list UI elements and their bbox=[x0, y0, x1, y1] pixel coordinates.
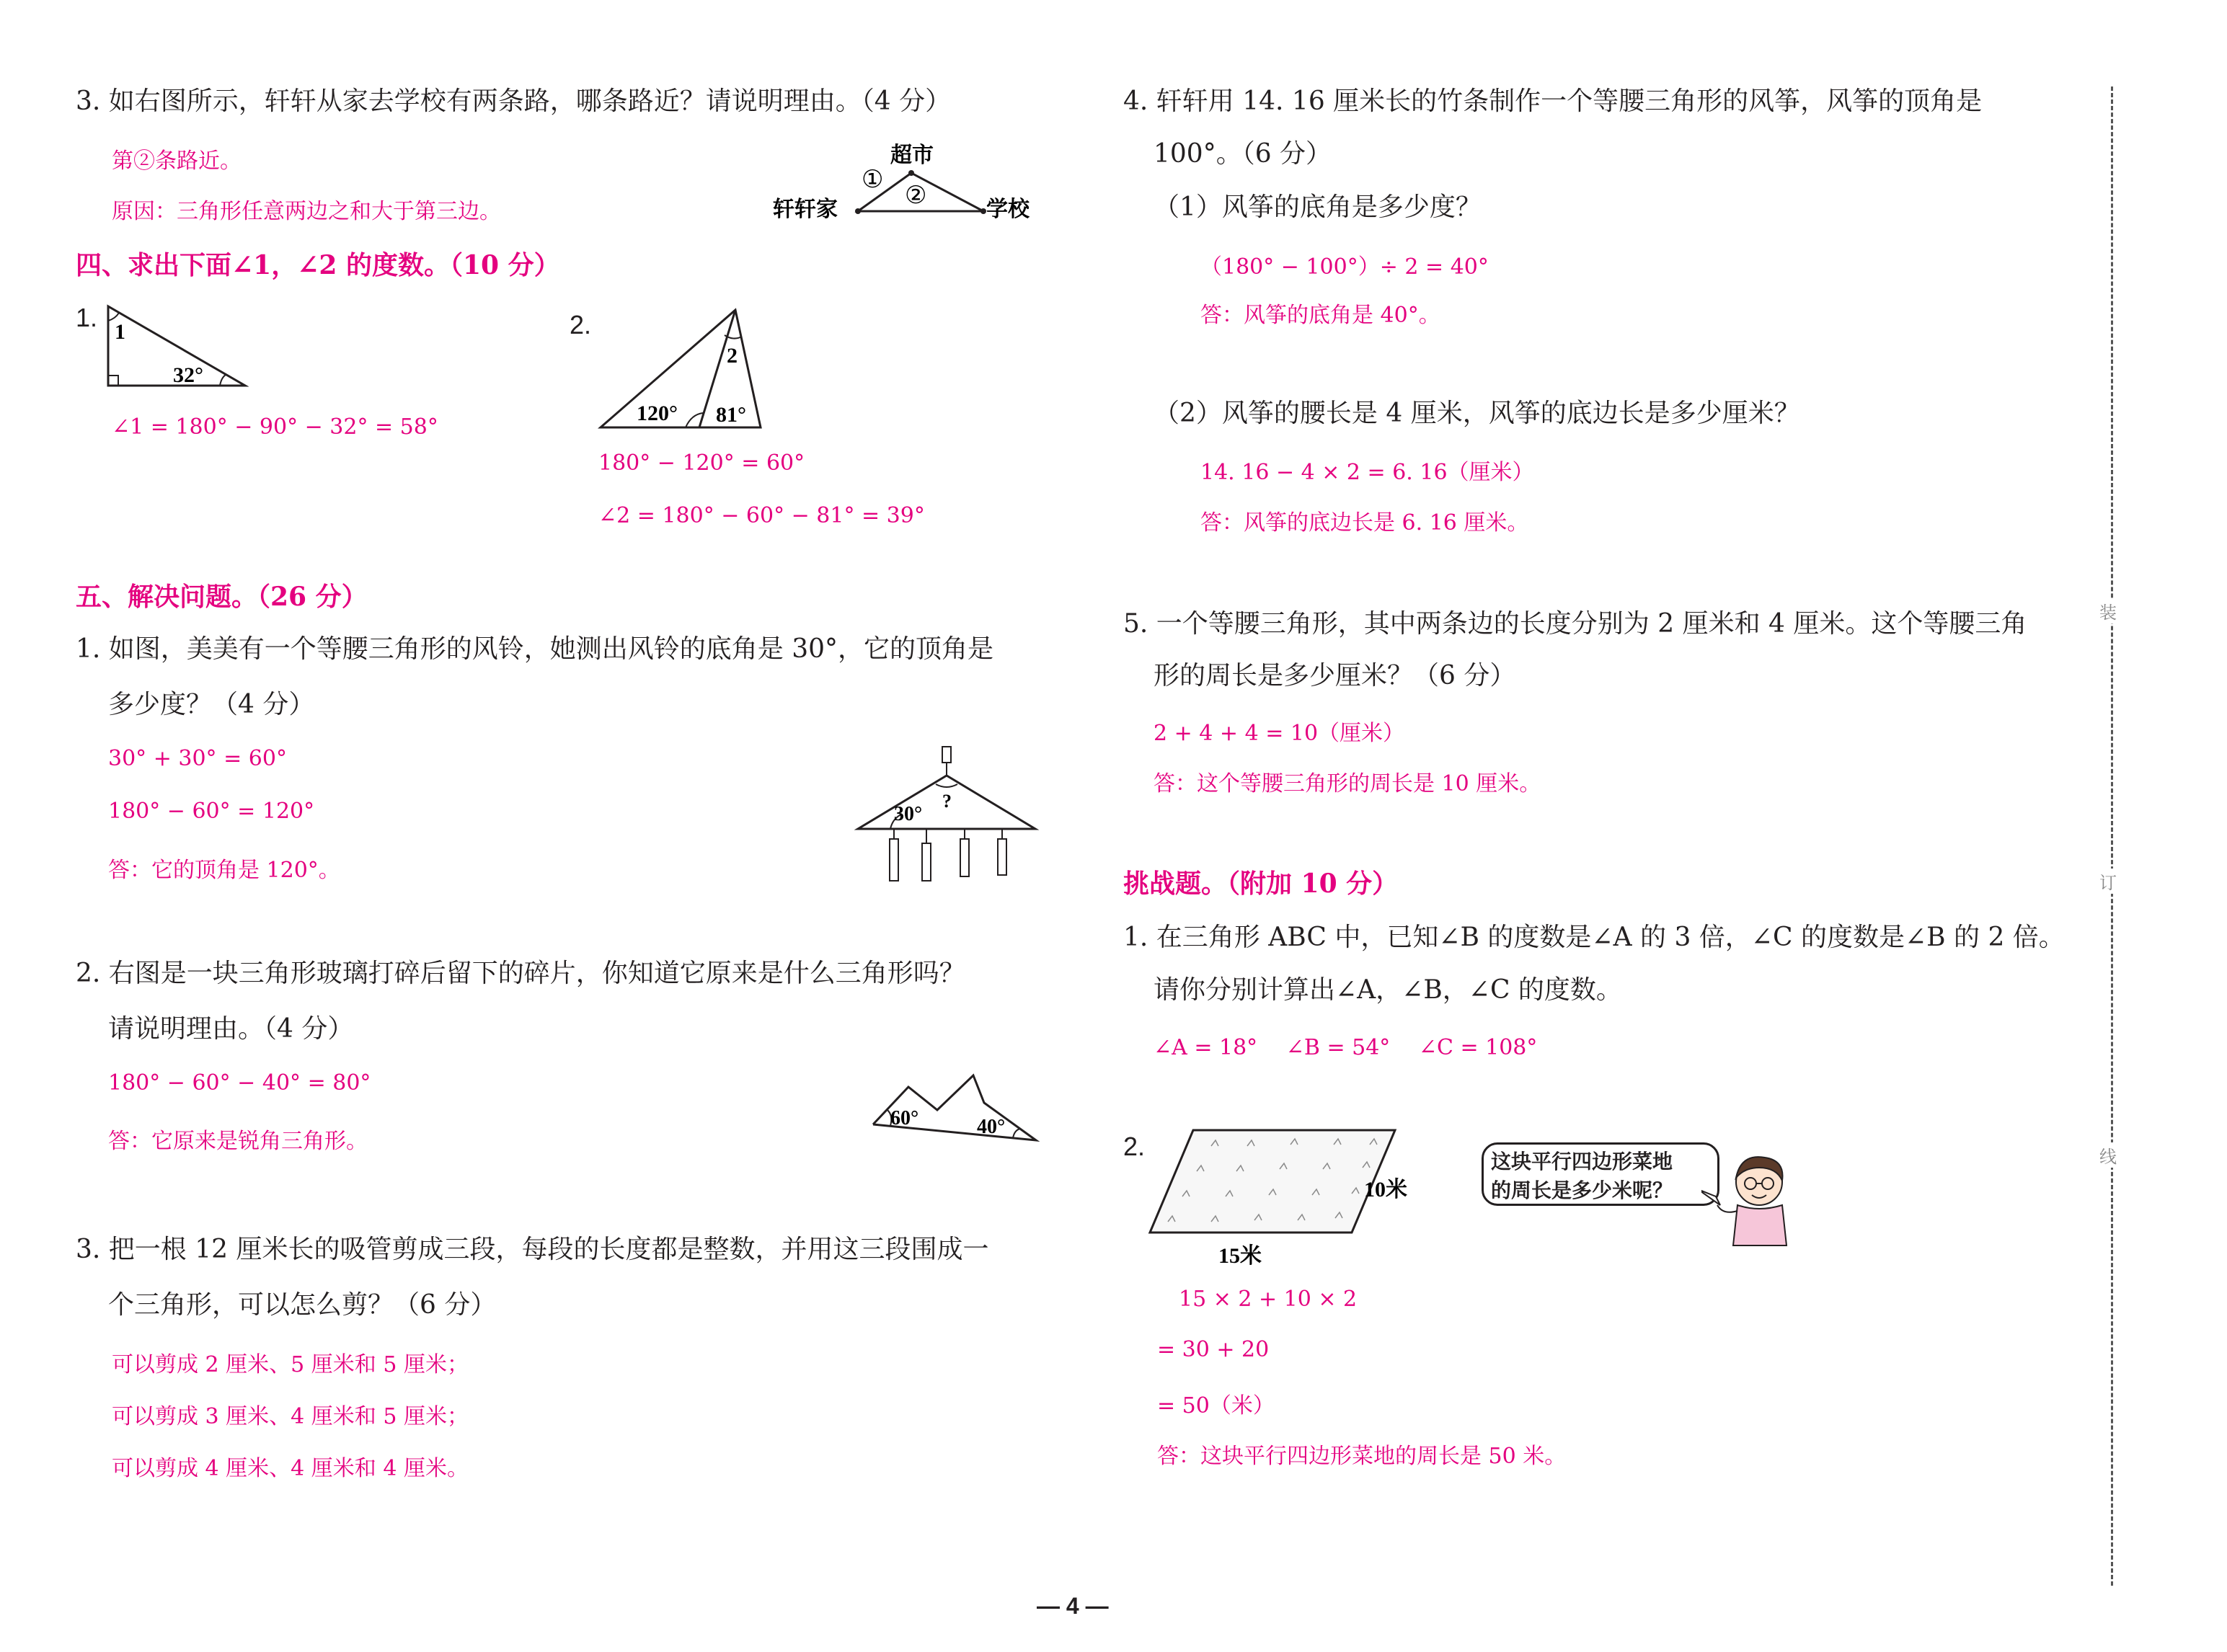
problem-2-number: 2. bbox=[570, 310, 592, 339]
route-diagram bbox=[764, 137, 1045, 231]
q5-2-line2: 请说明理由。（4 分） bbox=[108, 1014, 354, 1044]
angle-32-label: 32° bbox=[173, 363, 203, 387]
q5-1-line2: 多少度？（4 分） bbox=[108, 690, 315, 719]
angle-1-label: 1 bbox=[115, 320, 125, 344]
glass-fragment-figure bbox=[869, 1060, 1042, 1150]
q5-1-answer-1: 30° + 30° = 60° bbox=[108, 746, 287, 771]
problem-2-answer-1: 180° − 120° = 60° bbox=[598, 450, 805, 476]
q5-3-answer-1: 可以剪成 2 厘米、5 厘米和 5 厘米； bbox=[112, 1352, 469, 1377]
route-2-marker: ② bbox=[905, 182, 927, 209]
q4-sub2: （2）风筝的腰长是 4 厘米，风筝的底边长是多少厘米？ bbox=[1154, 399, 1800, 428]
base-angle-label: 30° bbox=[894, 803, 923, 825]
q5-2-line1: 2. 右图是一块三角形玻璃打碎后留下的碎片，你知道它原来是什么三角形吗？ bbox=[76, 959, 965, 988]
speech-bubble bbox=[1482, 1142, 1719, 1206]
binding-dashed-line bbox=[2111, 86, 2113, 1586]
route-1-marker: ① bbox=[862, 166, 884, 193]
challenge-q2-answer-1: 15 × 2 + 10 × 2 bbox=[1179, 1287, 1358, 1312]
q5-line2: 形的周长是多少厘米？（6 分） bbox=[1154, 661, 1516, 690]
right-triangle-figure bbox=[105, 303, 249, 389]
q4-sub1-answer-2: 答：风筝的底角是 40°。 bbox=[1200, 303, 1440, 328]
question-3-prompt: 3. 如右图所示，轩轩从家去学校有两条路，哪条路近？请说明理由。（4 分） bbox=[76, 86, 952, 116]
challenge-q1-answer: ∠A = 18° ∠B = 54° ∠C = 108° bbox=[1154, 1035, 1538, 1060]
fragment-angle-60: 60° bbox=[890, 1107, 919, 1129]
q5-answer-2: 答：这个等腰三角形的周长是 10 厘米。 bbox=[1154, 771, 1541, 796]
challenge-q2-answer-3: = 50（米） bbox=[1157, 1393, 1275, 1418]
q4-sub2-answer-1: 14. 16 − 4 × 2 = 6. 16（厘米） bbox=[1200, 460, 1534, 485]
bubble-line-1: 这块平行四边形菜地 bbox=[1491, 1150, 1673, 1173]
q5-1-answer-2: 180° − 60° = 120° bbox=[108, 799, 315, 824]
section-5-title: 五、解决问题。（26 分） bbox=[76, 582, 368, 612]
q5-3-answer-2: 可以剪成 3 厘米、4 厘米和 5 厘米； bbox=[112, 1404, 469, 1429]
wind-chime-figure bbox=[851, 742, 1045, 887]
angle-81-label: 81° bbox=[716, 403, 746, 427]
q5-line1: 5. 一个等腰三角形，其中两条边的长度分别为 2 厘米和 4 厘米。这个等腰三角 bbox=[1123, 609, 2027, 639]
parallelogram-field-figure bbox=[1146, 1124, 1449, 1276]
challenge-q2-number: 2. bbox=[1123, 1132, 1146, 1161]
q5-answer-1: 2 + 4 + 4 = 10（厘米） bbox=[1154, 721, 1405, 746]
challenge-title: 挑战题。（附加 10 分） bbox=[1123, 869, 1399, 899]
problem-2-answer-2: ∠2 = 180° − 60° − 81° = 39° bbox=[598, 503, 925, 528]
q5-1-answer-3: 答：它的顶角是 120°。 bbox=[108, 858, 340, 883]
side-10m-label: 10米 bbox=[1364, 1178, 1407, 1202]
q5-3-answer-3: 可以剪成 4 厘米、4 厘米和 4 厘米。 bbox=[112, 1456, 469, 1481]
q5-2-answer-1: 180° − 60° − 40° = 80° bbox=[108, 1070, 371, 1096]
boy-character-illustration bbox=[1701, 1146, 1802, 1247]
page-number: — 4 — bbox=[1037, 1593, 1109, 1619]
side-15m-label: 15米 bbox=[1218, 1244, 1262, 1268]
q5-1-line1: 1. 如图，美美有一个等腰三角形的风铃，她测出风铃的底角是 30°，它的顶角是 bbox=[76, 634, 994, 664]
challenge-q2-answer-4: 答：这块平行四边形菜地的周长是 50 米。 bbox=[1157, 1444, 1567, 1469]
angle-120-label: 120° bbox=[637, 401, 678, 425]
binding-char-2: 订 bbox=[2099, 869, 2117, 894]
q5-3-line1: 3. 把一根 12 厘米长的吸管剪成三段，每段的长度都是整数，并用这三段围成一 bbox=[76, 1235, 989, 1264]
label-supermarket: 超市 bbox=[890, 143, 934, 167]
q5-2-answer-2: 答：它原来是锐角三角形。 bbox=[108, 1129, 368, 1154]
q4-line2: 100°。（6 分） bbox=[1154, 139, 1332, 169]
apex-question-label: ? bbox=[942, 791, 952, 812]
question-3-answer-2: 原因：三角形任意两边之和大于第三边。 bbox=[112, 199, 501, 224]
problem-1-answer: ∠1 = 180° − 90° − 32° = 58° bbox=[112, 414, 438, 440]
split-triangle-figure bbox=[595, 306, 768, 432]
section-4-title: 四、求出下面∠1，∠2 的度数。（10 分） bbox=[76, 250, 560, 280]
bubble-line-2: 的周长是多少米呢？ bbox=[1491, 1178, 1673, 1202]
q4-sub2-answer-2: 答：风筝的底边长是 6. 16 厘米。 bbox=[1200, 510, 1529, 536]
problem-1-number: 1. bbox=[76, 303, 98, 332]
binding-char-3: 线 bbox=[2099, 1142, 2117, 1168]
label-school: 学校 bbox=[986, 197, 1030, 221]
q5-3-line2: 个三角形，可以怎么剪？（6 分） bbox=[108, 1290, 497, 1320]
q4-line1: 4. 轩轩用 14. 16 厘米长的竹条制作一个等腰三角形的风筝，风筝的顶角是 bbox=[1123, 86, 1983, 116]
label-home: 轩轩家 bbox=[773, 197, 838, 221]
challenge-q1-line1: 1. 在三角形 ABC 中，已知∠B 的度数是∠A 的 3 倍，∠C 的度数是∠B 的 2 倍。 bbox=[1123, 923, 2065, 952]
angle-2-label: 2 bbox=[727, 344, 738, 368]
q4-sub1: （1）风筝的底角是多少度？ bbox=[1154, 192, 1482, 222]
q4-sub1-answer-1: （180° − 100°）÷ 2 = 40° bbox=[1200, 254, 1489, 280]
binding-char-1: 装 bbox=[2099, 598, 2117, 623]
challenge-q1-line2: 请你分别计算出∠A，∠B，∠C 的度数。 bbox=[1154, 975, 1622, 1005]
challenge-q2-answer-2: = 30 + 20 bbox=[1157, 1337, 1270, 1362]
question-3-answer-1: 第②条路近。 bbox=[112, 148, 242, 174]
fragment-angle-40: 40° bbox=[977, 1116, 1006, 1138]
